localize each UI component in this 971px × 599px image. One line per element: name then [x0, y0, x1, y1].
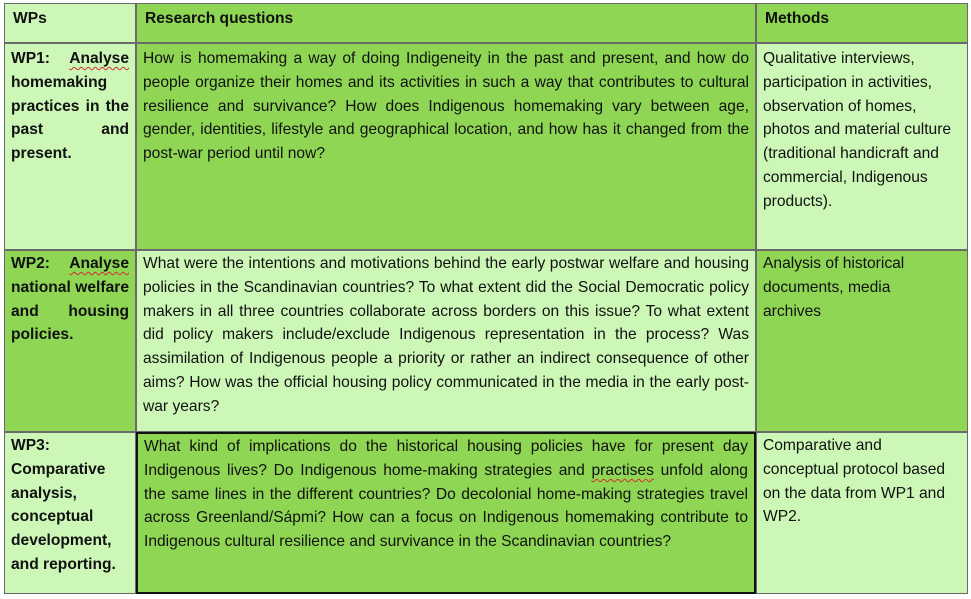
header-wps	[4, 3, 136, 43]
row-3-methods-text: Comparative and conceptual protocol based on the data from WP1 and WP2.	[763, 437, 946, 526]
header-wps-text: WPs	[13, 10, 47, 27]
row-2-questions	[136, 250, 756, 432]
header-methods-text: Methods	[765, 10, 830, 27]
row-3-wp	[4, 432, 136, 594]
row-2-questions-text: What were the intentions and motivations behind the early postwar welfare and housing policies in the Scandinavian countries? To what extent did the Social Democratic policy makers in all three countries collaborate across borders on this issue? To what extent did policy makers include/exclude Indigenous representation in the process? Was assimilation of Indigenous people a priority or rather an indirect consequence of other aims? How was the official housing policy communicated in the media in the early post-war years?	[143, 255, 749, 415]
row-1-wp-rest: homemaking practices in the past and present.	[11, 73, 129, 163]
row-3-wp-label: WP3:	[11, 437, 50, 454]
row-1-wp-label: WP1:	[11, 50, 50, 67]
header-methods	[756, 3, 968, 43]
row-1-methods-text: Qualitative interviews, participation in activities, observation of homes, photos and material culture (traditional handicraft and commercial, Indigenous products).	[763, 50, 952, 210]
row-2-wp-word: Analyse	[69, 255, 129, 272]
row-3-questions-text-a: What kind of implications do the historical housing policies have for present day Indigenous lives? Do Indigenous home-making strategies and	[144, 438, 748, 479]
row-2-methods-text: Analysis of historical documents, media archives	[763, 255, 905, 320]
row-2-wp-label: WP2:	[11, 255, 50, 272]
row-1-wp-word: Analyse	[69, 50, 129, 67]
header-research-questions	[136, 3, 756, 43]
row-3-wp-word: Comparative	[11, 460, 106, 478]
row-1-methods	[756, 43, 968, 250]
row-1-questions-text: How is homemaking a way of doing Indigeneity in the past and present, and how do people organize their homes and its activities in such a way that contributes to cultural resilience and survivance? How does Indigenous homemaking vary between age, gender, identities, lifestyle and geographical location, and how has it changed from the post-war period until now?	[143, 50, 749, 163]
row-3-wp-rest: analysis, conceptual development, and reporting.	[11, 484, 116, 573]
row-2-methods	[756, 250, 968, 432]
work-packages-table	[4, 3, 968, 594]
header-research-questions-text: Research questions	[145, 10, 294, 27]
row-3-questions	[136, 432, 756, 594]
row-3-methods	[756, 432, 968, 594]
row-3-questions-flag: practises	[591, 461, 654, 479]
row-3-questions-text-b: unfold along the same lines in the different countries? Do decolonial home-making strategies travel across Greenland/Sápmi? How can a focus on Indigenous homemaking contribute to Indigenous cultural resilience and survivance in the Scandinavian countries?	[144, 461, 748, 551]
row-1-wp	[4, 43, 136, 250]
row-2-wp	[4, 250, 136, 432]
row-2-wp-rest: national welfare and housing policies.	[11, 278, 129, 344]
row-1-questions	[136, 43, 756, 250]
